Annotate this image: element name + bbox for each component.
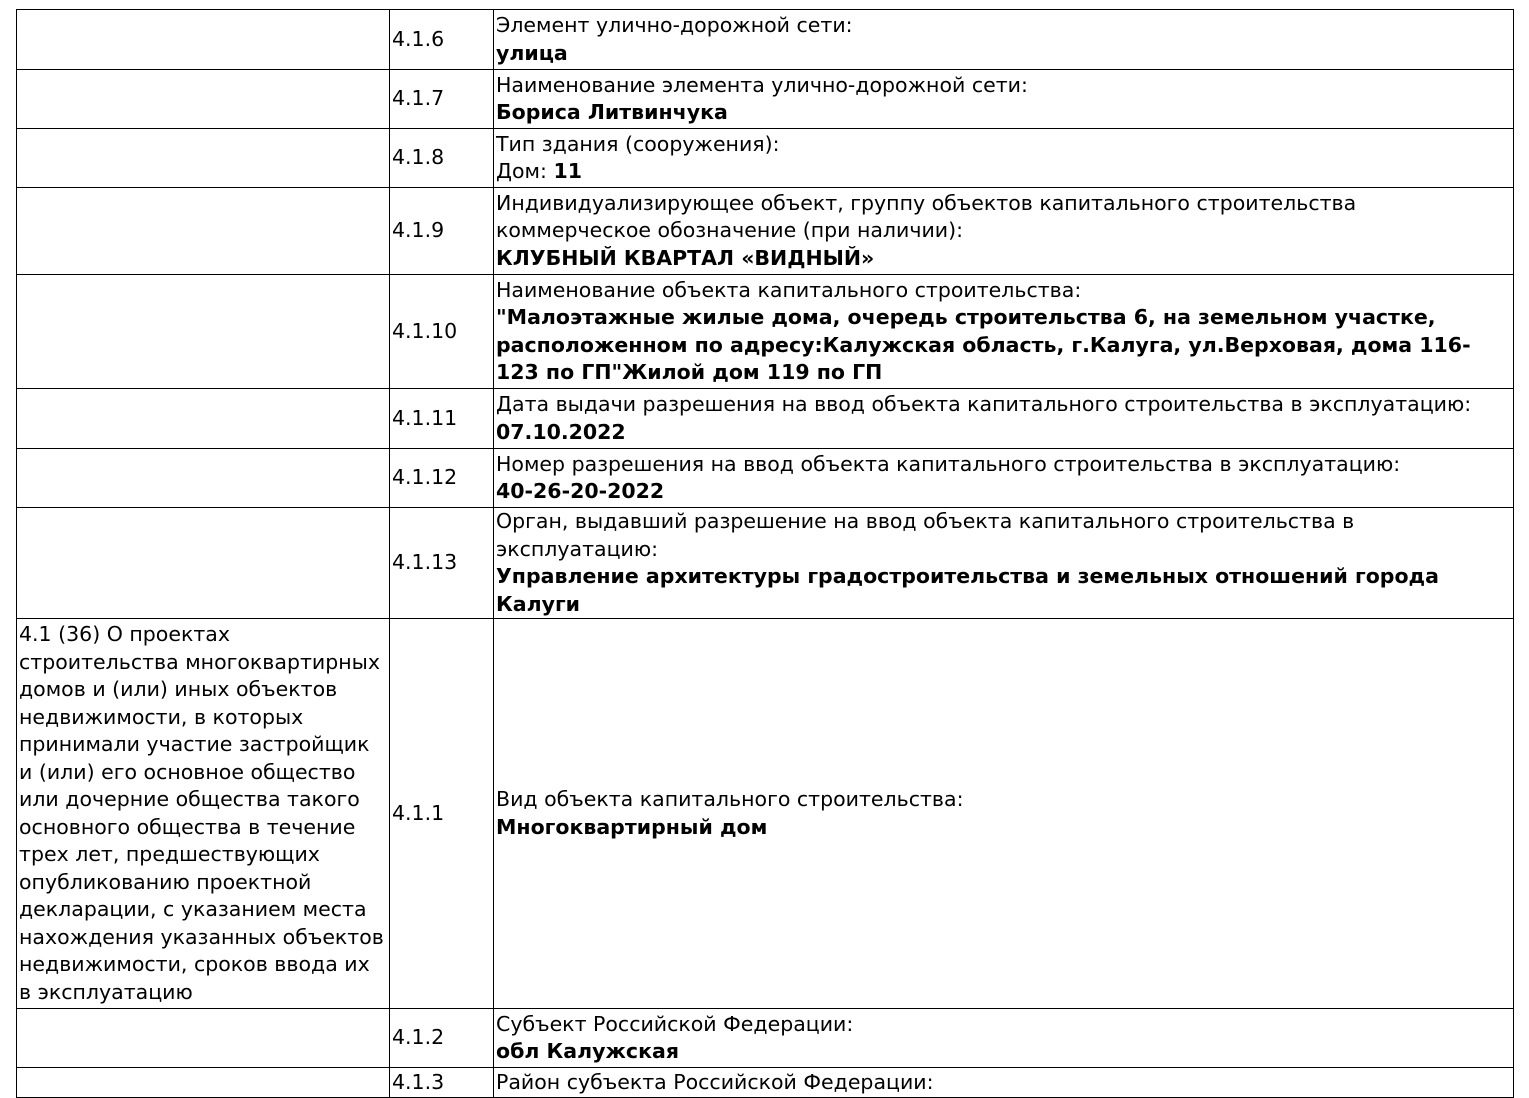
item-value: КЛУБНЫЙ КВАРТАЛ «ВИДНЫЙ»	[496, 245, 875, 270]
item-number: 4.1.2	[390, 1009, 494, 1068]
item-value-prefix: Дом:	[496, 159, 554, 183]
declaration-table	[16, 9, 1514, 1098]
item-value: 40-26-20-2022	[496, 479, 665, 503]
table-row-4-1-3	[17, 1068, 1514, 1098]
table-row-4-1-11	[17, 389, 1514, 449]
item-number: 4.1.6	[390, 10, 494, 70]
item-content	[494, 275, 1514, 389]
item-content	[494, 449, 1514, 508]
section-title: 4.1 (36) О проектах строительства многоквартирных домов и (или) иных объектов недвижимости, в которых принимали участие застройщик и (или) его основное общество или дочерние общества такого основного общества в течение трех лет, предшествующих опубликованию проектной декларации, с указанием места нахождения указанных объектов недвижимости, сроков ввода их в эксплуатацию	[17, 619, 390, 1009]
item-value: Многоквартирный дом	[496, 814, 768, 839]
item-label: Тип здания (сооружения):	[496, 131, 780, 156]
section-cell	[17, 1068, 390, 1098]
item-number: 4.1.10	[390, 275, 494, 389]
table-row-4-1-1	[17, 619, 1514, 1009]
section-cell	[17, 70, 390, 129]
item-label: Дата выдачи разрешения на ввод объекта капитального строительства в эксплуатацию:	[496, 392, 1472, 416]
item-content	[494, 129, 1514, 188]
table-row-4-1-6	[17, 10, 1514, 70]
item-value: обл Калужская	[496, 1039, 679, 1063]
item-value: Управление архитектуры градостроительства и земельных отношений города Калуги	[496, 564, 1439, 616]
item-content	[494, 508, 1514, 619]
item-label: Наименование элемента улично-дорожной сети:	[496, 72, 1028, 97]
item-number: 4.1.11	[390, 389, 494, 449]
table-row-4-1-2	[17, 1009, 1514, 1068]
item-label: Субъект Российской Федерации:	[496, 1011, 854, 1036]
item-value-line	[496, 158, 1511, 186]
item-value: 11	[553, 159, 582, 183]
table-row-4-1-12	[17, 449, 1514, 508]
item-label: Район субъекта Российской Федерации:	[496, 1069, 934, 1094]
item-value: Бориса Литвинчука	[496, 100, 728, 124]
table-row-4-1-8	[17, 129, 1514, 188]
section-cell	[17, 275, 390, 389]
item-number: 4.1.8	[390, 129, 494, 188]
item-content	[494, 619, 1514, 1009]
item-label: Орган, выдавший разрешение на ввод объекта капитального строительства в эксплуатацию:	[496, 509, 1355, 561]
item-label: Наименование объекта капитального строительства:	[496, 277, 1082, 302]
item-number: 4.1.9	[390, 188, 494, 275]
section-cell	[17, 1009, 390, 1068]
item-value: улица	[496, 40, 568, 65]
item-content	[494, 70, 1514, 129]
item-value: 07.10.2022	[496, 419, 626, 444]
item-content	[494, 188, 1514, 275]
item-content	[494, 1009, 1514, 1068]
item-label: Элемент улично-дорожной сети:	[496, 13, 853, 37]
section-cell	[17, 389, 390, 449]
table-row-4-1-13	[17, 508, 1514, 619]
table-row-4-1-7	[17, 70, 1514, 129]
item-number: 4.1.7	[390, 70, 494, 129]
item-content	[494, 389, 1514, 449]
section-cell	[17, 10, 390, 70]
item-label: Номер разрешения на ввод объекта капитального строительства в эксплуатацию:	[496, 451, 1401, 476]
item-number: 4.1.12	[390, 449, 494, 508]
table-row-4-1-9	[17, 188, 1514, 275]
item-label: Вид объекта капитального строительства:	[496, 787, 964, 811]
section-cell	[17, 188, 390, 275]
table-row-4-1-10	[17, 275, 1514, 389]
item-label: Индивидуализирующее объект, группу объектов капитального строительства коммерческое обозначение (при наличии):	[496, 190, 1357, 243]
item-number: 4.1.1	[390, 619, 494, 1009]
section-cell	[17, 508, 390, 619]
section-cell	[17, 449, 390, 508]
item-number: 4.1.13	[390, 508, 494, 619]
item-content	[494, 1068, 1514, 1098]
item-value: "Малоэтажные жилые дома, очередь строительства 6, на земельном участке, расположенном по адресу:Калужская область, г.Калуга, ул.Верховая, дома 116-123 по ГП"Жилой дом 119 по ГП	[496, 305, 1471, 384]
section-cell	[17, 129, 390, 188]
item-number: 4.1.3	[390, 1068, 494, 1098]
item-content	[494, 10, 1514, 70]
